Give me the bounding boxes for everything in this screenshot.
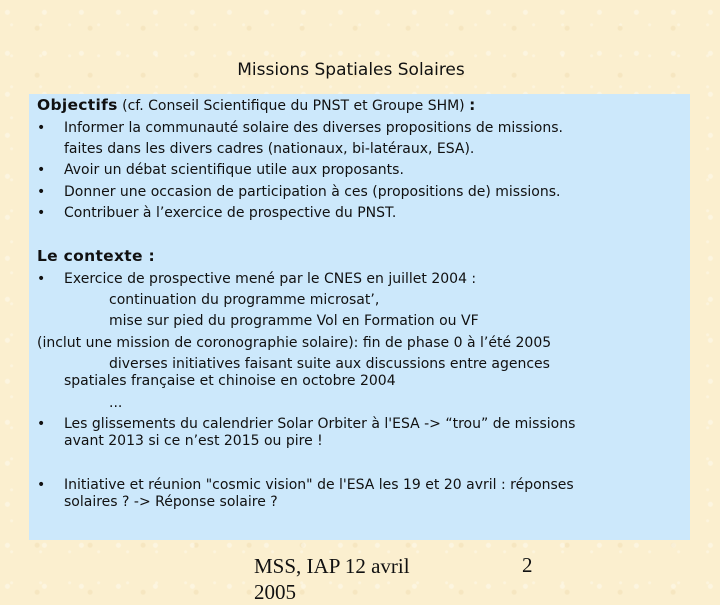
- footer-text: MSS, IAP 12 avril 2005: [254, 554, 410, 604]
- bullet-icon: •: [37, 205, 46, 221]
- bullet-icon: •: [37, 184, 46, 200]
- content-box: [29, 94, 690, 540]
- contexte-line-8: Les glissements du calendrier Solar Orbiter à l'ESA -> “trou” de missions: [64, 416, 576, 432]
- objectifs-heading: [37, 95, 476, 117]
- contexte-heading-label: Le contexte :: [37, 247, 155, 265]
- contexte-line-3: mise sur pied du programme Vol en Formation ou VF: [109, 313, 479, 329]
- contexte-heading: [37, 246, 155, 267]
- objectif-item-3: Donner une occasion de participation à ces (propositions de) missions.: [64, 184, 561, 200]
- bullet-icon: •: [37, 120, 46, 136]
- bullet-icon: •: [37, 162, 46, 178]
- objectifs-heading-colon: :: [469, 96, 476, 114]
- bullet-icon: •: [37, 416, 46, 432]
- contexte-line-2: continuation du programme microsat’,: [109, 292, 380, 308]
- objectifs-heading-label: Objectifs: [37, 96, 118, 114]
- contexte-line-4: (inclut une mission de coronographie solaire): fin de phase 0 à l’été 2005: [37, 335, 552, 351]
- bullet-icon: •: [37, 477, 46, 493]
- page-number: 2: [522, 553, 533, 577]
- objectif-item-1: Informer la communauté solaire des diverses propositions de missions.: [64, 120, 563, 136]
- contexte-line-5: diverses initiatives faisant suite aux discussions entre agences: [109, 356, 550, 372]
- slide-title: Missions Spatiales Solaires: [237, 60, 465, 80]
- objectif-item-4: Contribuer à l’exercice de prospective du PNST.: [64, 205, 397, 221]
- contexte-line-10: Initiative et réunion "cosmic vision" de l'ESA les 19 et 20 avril : réponses: [64, 477, 574, 493]
- contexte-ellipsis: ...: [109, 395, 123, 411]
- bullet-icon: •: [37, 271, 46, 287]
- contexte-line-9: avant 2013 si ce n’est 2015 ou pire !: [64, 433, 323, 449]
- contexte-line-1: Exercice de prospective mené par le CNES en juillet 2004 :: [64, 271, 477, 287]
- contexte-line-11: solaires ? -> Réponse solaire ?: [64, 494, 278, 510]
- objectifs-heading-note: (cf. Conseil Scientifique du PNST et Groupe SHM): [117, 98, 470, 114]
- contexte-line-6: spatiales française et chinoise en octobre 2004: [64, 373, 396, 389]
- objectif-item-1-continued: faites dans les divers cadres (nationaux, bi-latéraux, ESA).: [64, 141, 475, 157]
- objectif-item-2: Avoir un débat scientifique utile aux proposants.: [64, 162, 404, 178]
